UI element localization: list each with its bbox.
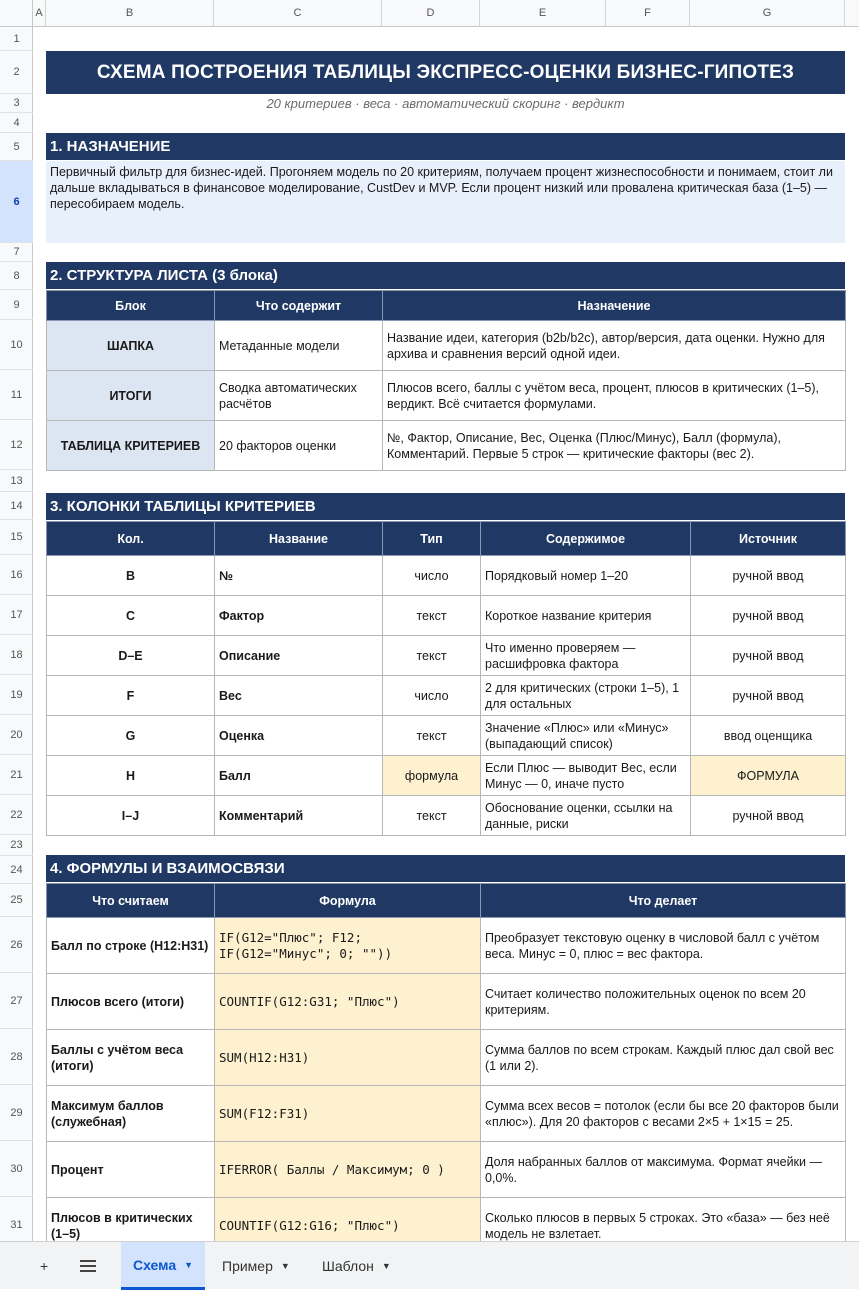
description-cell[interactable]: Доля набранных баллов от максимума. Формат ячейки — 0,0%.	[481, 1142, 846, 1198]
sheet-tab-template[interactable]	[310, 1242, 403, 1290]
column-header-d[interactable]: D	[382, 0, 480, 27]
column-letter-cell[interactable]: F	[47, 676, 215, 716]
source-cell[interactable]: ручной ввод	[691, 676, 846, 716]
table-row	[47, 371, 846, 421]
row-header[interactable]: 21	[0, 755, 33, 795]
formula-cell[interactable]: IF(G12="Плюс"; F12; IF(G12="Минус"; 0; ""))	[215, 918, 481, 974]
type-cell[interactable]: текст	[383, 636, 481, 676]
section-heading-purpose[interactable]: 1. НАЗНАЧЕНИЕ	[46, 133, 845, 160]
description-cell[interactable]: Сумма всех весов = потолок (если бы все 20 факторов были «плюс»). Для 20 факторов с весами 2×5 + 1×15 = 25.	[481, 1086, 846, 1142]
header-cell[interactable]: Источник	[691, 522, 846, 556]
caret-down-icon[interactable]: ▼	[280, 1261, 290, 1271]
metric-cell[interactable]: Плюсов в критических (1–5)	[47, 1198, 215, 1242]
row-header[interactable]: 30	[0, 1141, 33, 1197]
header-cell[interactable]: Назначение	[383, 291, 846, 321]
column-letter-cell[interactable]: B	[47, 556, 215, 596]
metric-cell[interactable]: Плюсов всего (итоги)	[47, 974, 215, 1030]
description-cell[interactable]: Сколько плюсов в первых 5 строках. Это «база» — без неё модель не взлетает.	[481, 1198, 846, 1242]
table-row	[47, 1086, 846, 1142]
sheet-tab-label: Схема	[133, 1256, 177, 1273]
metric-cell[interactable]: Максимум баллов (служебная)	[47, 1086, 215, 1142]
type-cell[interactable]: текст	[383, 716, 481, 756]
table-row	[47, 636, 846, 676]
row-header[interactable]: 27	[0, 973, 33, 1029]
content-cell[interactable]: Обоснование оценки, ссылки на данные, риски	[481, 796, 691, 836]
table-row	[47, 756, 846, 796]
block-name-cell[interactable]: ШАПКА	[47, 321, 215, 371]
type-cell[interactable]: текст	[383, 796, 481, 836]
table-row	[47, 918, 846, 974]
table-row	[47, 1198, 846, 1242]
header-cell[interactable]: Формула	[215, 884, 481, 918]
column-header-e[interactable]: E	[480, 0, 606, 27]
row-header[interactable]: 29	[0, 1085, 33, 1141]
row-header[interactable]: 18	[0, 635, 33, 675]
row-header[interactable]: 4	[0, 113, 33, 133]
row-header[interactable]: 20	[0, 715, 33, 755]
row-header[interactable]: 1	[0, 27, 33, 51]
row-header[interactable]: 11	[0, 370, 33, 420]
row-header[interactable]: 26	[0, 917, 33, 973]
section-heading-formulas[interactable]: 4. ФОРМУЛЫ И ВЗАИМОСВЯЗИ	[46, 855, 845, 882]
column-headers	[0, 0, 859, 27]
select-all-corner[interactable]	[0, 0, 33, 27]
column-letter-cell[interactable]: G	[47, 716, 215, 756]
row-header[interactable]: 14	[0, 492, 33, 520]
header-cell[interactable]: Что считаем	[47, 884, 215, 918]
content-cell[interactable]: Если Плюс — выводит Вес, если Минус — 0, иначе пусто	[481, 756, 691, 796]
row-header[interactable]: 24	[0, 856, 33, 884]
caret-down-icon[interactable]: ▼	[184, 1259, 194, 1270]
column-letter-cell[interactable]: I–J	[47, 796, 215, 836]
source-cell[interactable]: ручной ввод	[691, 556, 846, 596]
table-row	[47, 974, 846, 1030]
sheet-title[interactable]: СХЕМА ПОСТРОЕНИЯ ТАБЛИЦЫ ЭКСПРЕСС-ОЦЕНКИ БИЗНЕС-ГИПОТЕЗ	[46, 51, 845, 94]
column-letter-cell[interactable]: H	[47, 756, 215, 796]
column-header-g[interactable]: G	[690, 0, 845, 27]
row-header[interactable]: 17	[0, 595, 33, 635]
formula-cell[interactable]: COUNTIF(G12:G31; "Плюс")	[215, 974, 481, 1030]
table-row	[47, 1142, 846, 1198]
metric-cell[interactable]: Балл по строке (H12:H31)	[47, 918, 215, 974]
description-cell[interactable]: Сумма баллов по всем строкам. Каждый плюс дал свой вес (1 или 2).	[481, 1030, 846, 1086]
row-header[interactable]: 8	[0, 262, 33, 290]
row-header[interactable]: 25	[0, 884, 33, 917]
contents-cell[interactable]: Метаданные модели	[215, 321, 383, 371]
row-header[interactable]: 19	[0, 675, 33, 715]
source-cell[interactable]: ручной ввод	[691, 796, 846, 836]
section-heading-columns[interactable]: 3. КОЛОНКИ ТАБЛИЦЫ КРИТЕРИЕВ	[46, 493, 845, 520]
columns-table	[46, 521, 846, 836]
content-cell[interactable]: Порядковый номер 1–20	[481, 556, 691, 596]
source-cell[interactable]: ввод оценщика	[691, 716, 846, 756]
purpose-cell[interactable]: Плюсов всего, баллы с учётом веса, процент, плюсов в критических (1–5), вердикт. Всё считается формулами.	[383, 371, 846, 421]
table-row	[47, 596, 846, 636]
sheet-tab-bar	[0, 1241, 859, 1289]
content-cell[interactable]: Что именно проверяем — расшифровка фактора	[481, 636, 691, 676]
column-name-cell[interactable]: №	[215, 556, 383, 596]
table-row	[47, 556, 846, 596]
contents-cell[interactable]: Сводка автоматических расчётов	[215, 371, 383, 421]
block-name-cell[interactable]: ИТОГИ	[47, 371, 215, 421]
table-row	[47, 321, 846, 371]
formula-cell[interactable]: IFERROR( Баллы / Максимум; 0 )	[215, 1142, 481, 1198]
formula-cell[interactable]: SUM(F12:F31)	[215, 1086, 481, 1142]
metric-cell[interactable]: Баллы с учётом веса (итоги)	[47, 1030, 215, 1086]
row-header[interactable]: 10	[0, 320, 33, 370]
row-header[interactable]: 23	[0, 835, 33, 856]
sheet-tab-schema[interactable]	[121, 1242, 205, 1290]
column-header-b[interactable]: B	[46, 0, 214, 27]
table-row	[47, 421, 846, 471]
add-sheet-button[interactable]: +	[40, 1258, 49, 1274]
sheet-tab-example[interactable]	[210, 1242, 302, 1290]
header-cell[interactable]: Блок	[47, 291, 215, 321]
column-name-cell[interactable]: Вес	[215, 676, 383, 716]
purpose-text-cell[interactable]: Первичный фильтр для бизнес-идей. Прогоняем модель по 20 критериям, получаем процент жизнеспособности и понимаем, стоит ли дальше вкладываться в финансовое моделирование, CustDev и MVP. Если процент низкий или провалена критическая база (1–5) — пересобираем модель.	[46, 161, 845, 243]
contents-cell[interactable]: 20 факторов оценки	[215, 421, 383, 471]
row-headers	[0, 27, 33, 1241]
type-cell[interactable]: текст	[383, 596, 481, 636]
formula-cell[interactable]: COUNTIF(G12:G16; "Плюс")	[215, 1198, 481, 1242]
column-header-c[interactable]: C	[214, 0, 382, 27]
source-cell-formula[interactable]: ФОРМУЛА	[691, 756, 846, 796]
block-name-cell[interactable]: ТАБЛИЦА КРИТЕРИЕВ	[47, 421, 215, 471]
content-cell[interactable]: Значение «Плюс» или «Минус» (выпадающий список)	[481, 716, 691, 756]
row-header[interactable]: 7	[0, 243, 33, 262]
source-cell[interactable]: ручной ввод	[691, 636, 846, 676]
header-cell[interactable]: Кол.	[47, 522, 215, 556]
column-header-f[interactable]: F	[606, 0, 690, 27]
sheet-tab-label: Пример	[222, 1258, 273, 1274]
type-cell-formula[interactable]: формула	[383, 756, 481, 796]
row-header[interactable]: 31	[0, 1197, 33, 1241]
table-row	[47, 676, 846, 716]
sheet-tab-label: Шаблон	[322, 1258, 374, 1274]
source-cell[interactable]: ручной ввод	[691, 596, 846, 636]
row-header[interactable]: 15	[0, 520, 33, 555]
column-name-cell[interactable]: Описание	[215, 636, 383, 676]
header-cell[interactable]: Содержимое	[481, 522, 691, 556]
header-cell[interactable]: Что делает	[481, 884, 846, 918]
caret-down-icon[interactable]: ▼	[381, 1261, 391, 1271]
description-cell[interactable]: Считает количество положительных оценок по всем 20 критериям.	[481, 974, 846, 1030]
column-name-cell[interactable]: Фактор	[215, 596, 383, 636]
formulas-table	[46, 883, 846, 1241]
row-header[interactable]: 13	[0, 470, 33, 492]
row-header[interactable]: 3	[0, 94, 33, 113]
row-header[interactable]: 9	[0, 290, 33, 320]
table-row	[47, 716, 846, 756]
column-name-cell[interactable]: Оценка	[215, 716, 383, 756]
row-header[interactable]: 28	[0, 1029, 33, 1085]
header-cell[interactable]: Тип	[383, 522, 481, 556]
row-header[interactable]: 12	[0, 420, 33, 470]
structure-table	[46, 290, 846, 471]
sheet-subtitle[interactable]: 20 критериев · веса · автоматический скоринг · вердикт	[266, 96, 625, 111]
table-row	[47, 796, 846, 836]
column-name-cell[interactable]: Балл	[215, 756, 383, 796]
row-header[interactable]: 22	[0, 795, 33, 835]
purpose-cell[interactable]: №, Фактор, Описание, Вес, Оценка (Плюс/Минус), Балл (формула), Комментарий. Первые 5 строк — критические факторы (вес 2).	[383, 421, 846, 471]
column-letter-cell[interactable]: C	[47, 596, 215, 636]
row-header[interactable]: 5	[0, 133, 33, 161]
row-header[interactable]: 2	[0, 51, 33, 94]
content-cell[interactable]: 2 для критических (строки 1–5), 1 для остальных	[481, 676, 691, 716]
row-header[interactable]: 16	[0, 555, 33, 595]
metric-cell[interactable]: Процент	[47, 1142, 215, 1198]
column-name-cell[interactable]: Комментарий	[215, 796, 383, 836]
header-cell[interactable]: Название	[215, 522, 383, 556]
section-heading-structure[interactable]: 2. СТРУКТУРА ЛИСТА (3 блока)	[46, 262, 845, 289]
all-sheets-menu-icon[interactable]	[80, 1242, 96, 1290]
purpose-cell[interactable]: Название идеи, категория (b2b/b2c), автор/версия, дата оценки. Нужно для архива и сравнения версий одной идеи.	[383, 321, 846, 371]
description-cell[interactable]: Преобразует текстовую оценку в числовой балл с учётом веса. Минус = 0, плюс = вес фактора.	[481, 918, 846, 974]
table-row	[47, 1030, 846, 1086]
formula-cell[interactable]: SUM(H12:H31)	[215, 1030, 481, 1086]
content-cell[interactable]: Короткое название критерия	[481, 596, 691, 636]
type-cell[interactable]: число	[383, 556, 481, 596]
column-letter-cell[interactable]: D–E	[47, 636, 215, 676]
type-cell[interactable]: число	[383, 676, 481, 716]
column-header-a[interactable]: A	[33, 0, 46, 27]
row-header-selected[interactable]: 6	[0, 161, 33, 243]
header-cell[interactable]: Что содержит	[215, 291, 383, 321]
